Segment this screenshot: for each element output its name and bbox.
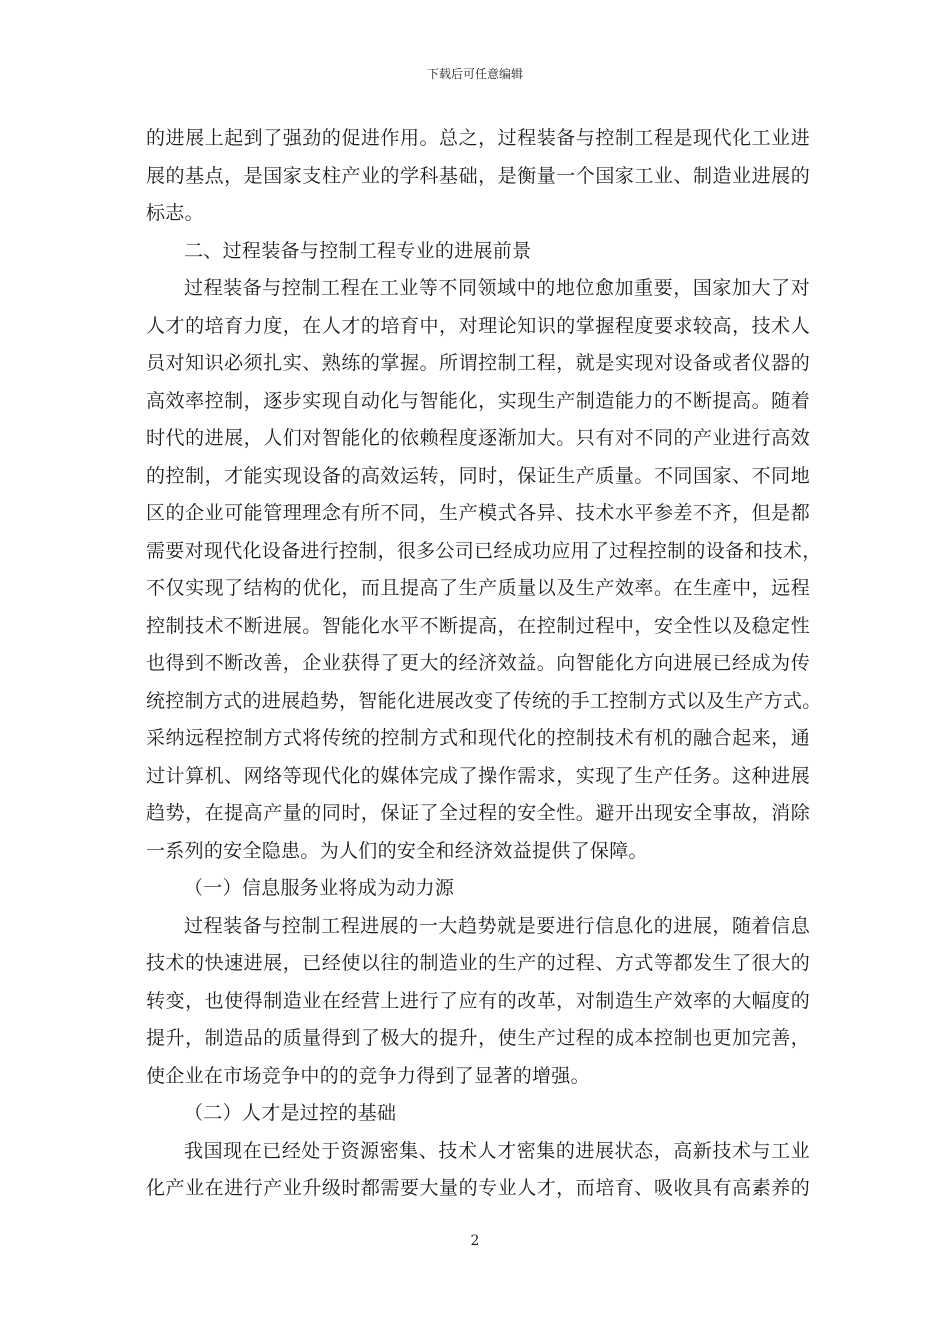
text-line: 需要对现代化设备进行控制，很多公司已经成功应用了过程控制的设备和技术， bbox=[146, 539, 822, 562]
text-line: 员对知识必须扎实、熟练的掌握。所谓控制工程，就是实现对设备或者仪器的 bbox=[146, 352, 810, 374]
text-line: 我国现在已经处于资源密集、技术人才密集的进展状态，高新技术与工业 bbox=[184, 1139, 810, 1162]
page-header: 下载后可任意编辑 bbox=[426, 67, 523, 81]
text-line: 过计算机、网络等现代化的媒体完成了操作需求，实现了生产任务。这种进展 bbox=[146, 764, 810, 787]
text-line: 过程装备与控制工程在工业等不同领域中的地位愈加重要，国家加大了对 bbox=[184, 277, 810, 299]
text-line: 时代的进展，人们对智能化的依赖程度逐渐加大。只有对不同的产业进行高效 bbox=[146, 427, 810, 449]
text-line: 区的企业可能管理理念有所不同，生产模式各异、技术水平参差不齐，但是都 bbox=[146, 502, 810, 524]
text-line: 的进展上起到了强劲的促进作用。总之，过程装备与控制工程是现代化工业进 bbox=[146, 127, 810, 149]
text-line: 不仅实现了结构的优化，而且提高了生产质量以及生产效率。在生產中，远程 bbox=[146, 577, 810, 599]
section-heading: 二、过程装备与控制工程专业的进展前景 bbox=[184, 239, 532, 262]
text-line: 统控制方式的进展趋势，智能化进展改变了传统的手工控制方式以及生产方式。 bbox=[146, 689, 822, 712]
page-number: 2 bbox=[470, 1233, 480, 1249]
text-line: 技术的快速进展，已经使以往的制造业的生产的过程、方式等都发生了很大的 bbox=[146, 952, 810, 974]
text-line: 趋势，在提高产量的同时，保证了全过程的安全性。避开出现安全事故，消除 bbox=[146, 802, 810, 824]
text-line: 展的基点，是国家支柱产业的学科基础，是衡量一个国家工业、制造业进展的 bbox=[146, 164, 810, 187]
text-line: 转变，也使得制造业在经营上进行了应有的改革，对制造生产效率的大幅度的 bbox=[146, 989, 810, 1012]
text-line: 提升，制造品的质量得到了极大的提升，使生产过程的成本控制也更加完善， bbox=[146, 1027, 810, 1049]
text-line: 人才的培育力度，在人才的培育中，对理论知识的掌握程度要求较高，技术人 bbox=[146, 314, 810, 337]
text-line: 标志。 bbox=[146, 202, 204, 224]
text-line: 高效率控制，逐步实现自动化与智能化，实现生产制造能力的不断提高。随着 bbox=[146, 389, 810, 412]
text-line: 化产业在进行产业升级时都需要大量的专业人才，而培育、吸收具有高素养的 bbox=[146, 1177, 810, 1199]
subsection-heading: （一）信息服务业将成为动力源 bbox=[184, 877, 455, 899]
text-line: 也得到不断改善，企业获得了更大的经济效益。向智能化方向进展已经成为传 bbox=[146, 652, 810, 674]
text-line: 过程装备与控制工程进展的一大趋势就是要进行信息化的进展，随着信息 bbox=[184, 914, 810, 937]
text-line: 控制技术不断进展。智能化水平不断提高，在控制过程中，安全性以及稳定性 bbox=[146, 614, 810, 637]
text-line: 的控制，才能实现设备的高效运转，同时，保证生产质量。不同国家、不同地 bbox=[146, 464, 810, 487]
text-line: 采纳远程控制方式将传统的控制方式和现代化的控制技术有机的融合起来，通 bbox=[146, 727, 810, 749]
text-line: 使企业在市场竞争中的的竞争力得到了显著的增强。 bbox=[146, 1064, 590, 1087]
subsection-heading: （二）人才是过控的基础 bbox=[184, 1102, 397, 1124]
text-line: 一系列的安全隐患。为人们的安全和经济效益提供了保障。 bbox=[146, 839, 648, 862]
body-text bbox=[146, 120, 822, 1208]
